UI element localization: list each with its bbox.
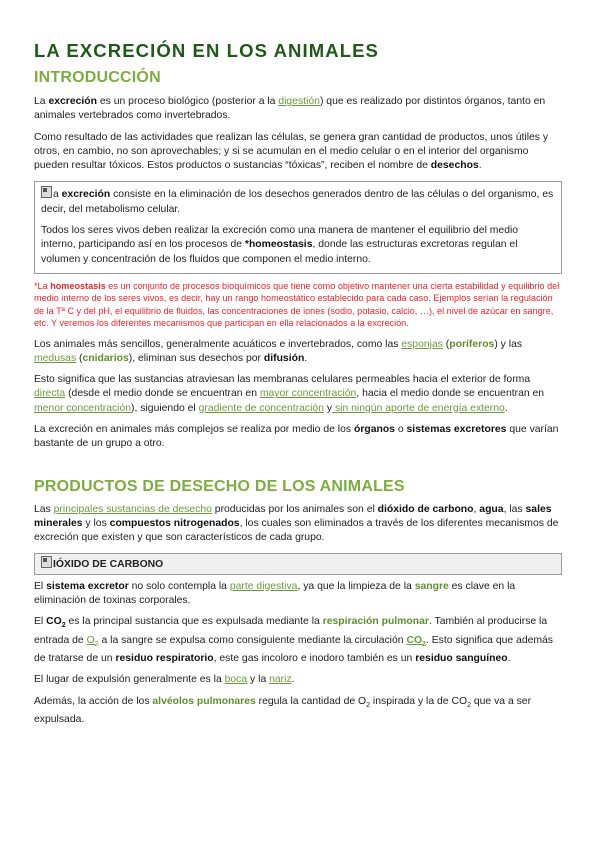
section-heading-introduccion: INTRODUCCIÓN	[34, 69, 161, 86]
paragraph-difusion: Los animales más sencillos, generalmente acuáticos e invertebrados, como las esponjas (poríferos) y las medusas (cnidarios), eliminan sus desechos por difusión.	[34, 338, 523, 364]
image-icon	[41, 186, 52, 198]
paragraph-organos: La excreción en animales más complejos se realiza por medio de los órganos o sistemas excretores que varían bastante de un grupo a otro.	[34, 424, 559, 450]
link-sin-aporte-energia[interactable]: sin ningún aporte de energía externo	[332, 402, 505, 414]
subsection-bar-dioxido-carbono	[34, 553, 562, 575]
link-o2[interactable]: $O_2$	[86, 634, 99, 648]
box-paragraph-excrecion: a excreción consiste en la eliminación de los desechos generados dentro de las células o del organismo, es decir, del metabolismo celular.	[41, 186, 555, 217]
document-page	[34, 40, 562, 727]
link-principales-sustancias[interactable]: principales sustancias de desecho	[53, 503, 212, 515]
paragraph-co2: El $CO_2$ es la principal sustancia que es expulsada mediante la respiración pulmonar. También al producirse la entrada de $O_2$ a la sangre se expulsa como consiguiente mediante la circulación $CO_2$. Esto significa que además de tratarse de un residuo respiratorio, este gas incoloro e inodoro también es un residuo sanguíneo.	[34, 616, 554, 664]
image-icon	[41, 556, 52, 568]
link-gradiente-concentracion[interactable]: gradiente de concentración	[198, 402, 324, 414]
link-medusas[interactable]: medusas	[34, 352, 77, 364]
note-homeostasis: *La homeostasis es un conjunto de procesos bioquímicos que tiene como objetivo mantener una cierta estabilidad y equilibrio del medio interno de los seres vivos, es decir, hay un rango homeostático establecido para cada caso. Ejemplos serían la regulación de la Tª C y del pH, el equilibrio de fluidos, las concentraciones de iones (sodio, potasio, calcio, …), el nivel de azúcar en sangre, etc. Y veremos los diferentes mecanismos que participan en ella relacionados a la excreción.	[34, 280, 560, 329]
document-title: LA EXCRECIÓN EN LOS ANIMALES	[34, 40, 379, 61]
section-heading-productos-desecho: PRODUCTOS DE DESECHO DE LOS ANIMALES	[34, 477, 405, 495]
box-paragraph-homeostasis: Todos los seres vivos deben realizar la excreción como una manera de mantener el equilibrio del medio interno, participando así en los procesos de *homeostasis, donde las estructuras excretoras regulan el volumen y concentración de los fluidos que componen el medio interno.	[41, 225, 519, 265]
definition-box	[34, 181, 562, 273]
paragraph-alveolos: Además, la acción de los alvéolos pulmonares regula la cantidad de $O_2$ inspirada y la de $CO_2$ que va a ser expulsada.	[34, 695, 532, 725]
paragraph-definicion: La excreción es un proceso biológico (posterior a la digestión) que es realizado por distintos órganos, tanto en animales vertebrados como invertebrados.	[34, 96, 546, 122]
link-parte-digestiva[interactable]: parte digestiva	[229, 580, 298, 592]
subsection-label: IÓXIDO DE CARBONO	[53, 558, 164, 570]
paragraph-sistema-excretor: El sistema excretor no solo contempla la parte digestiva, ya que la limpieza de la sangre es clave en la eliminación de toxinas corporales.	[34, 580, 516, 606]
paragraph-membranas: Esto significa que las sustancias atraviesan las membranas celulares permeables hacia el exterior de forma directa (desde el medio donde se encuentran en mayor concentración, hacia el medio donde se encuentran en menor concentración), siguiendo el gradiente de concentración y sin ningún aporte de energía externo.	[34, 374, 545, 414]
paragraph-expulsion: El lugar de expulsión generalmente es la boca y la nariz.	[34, 674, 295, 686]
link-boca[interactable]: boca	[224, 674, 248, 686]
link-nariz[interactable]: nariz	[269, 674, 292, 686]
link-digestion[interactable]: digestión	[278, 96, 320, 107]
paragraph-sustancias-desecho: Las principales sustancias de desecho producidas por los animales son el dióxido de carbono, agua, las sales minerales y los compuestos nitrogenados, los cuales son eliminados a través de los diferentes mecanismos de excreción que existen y que son característicos de cada grupo.	[34, 503, 559, 544]
link-menor-concentracion[interactable]: menor concentración	[34, 402, 132, 414]
link-co2[interactable]: $CO_2$	[406, 634, 426, 648]
link-esponjas[interactable]: esponjas	[401, 338, 443, 350]
paragraph-desechos: Como resultado de las actividades que realizan las células, se genera gran cantidad de productos, unos útiles y otros, en cambio, no son aprovechables; y si se acumulan en el medio celular o en el interior del organismo pueden resultar tóxicos. Estos productos o sustancias “tóxicas”, reciben el nombre de desechos.	[34, 131, 549, 172]
link-directa[interactable]: directa	[34, 388, 66, 400]
link-mayor-concentracion[interactable]: mayor concentración	[259, 388, 357, 400]
